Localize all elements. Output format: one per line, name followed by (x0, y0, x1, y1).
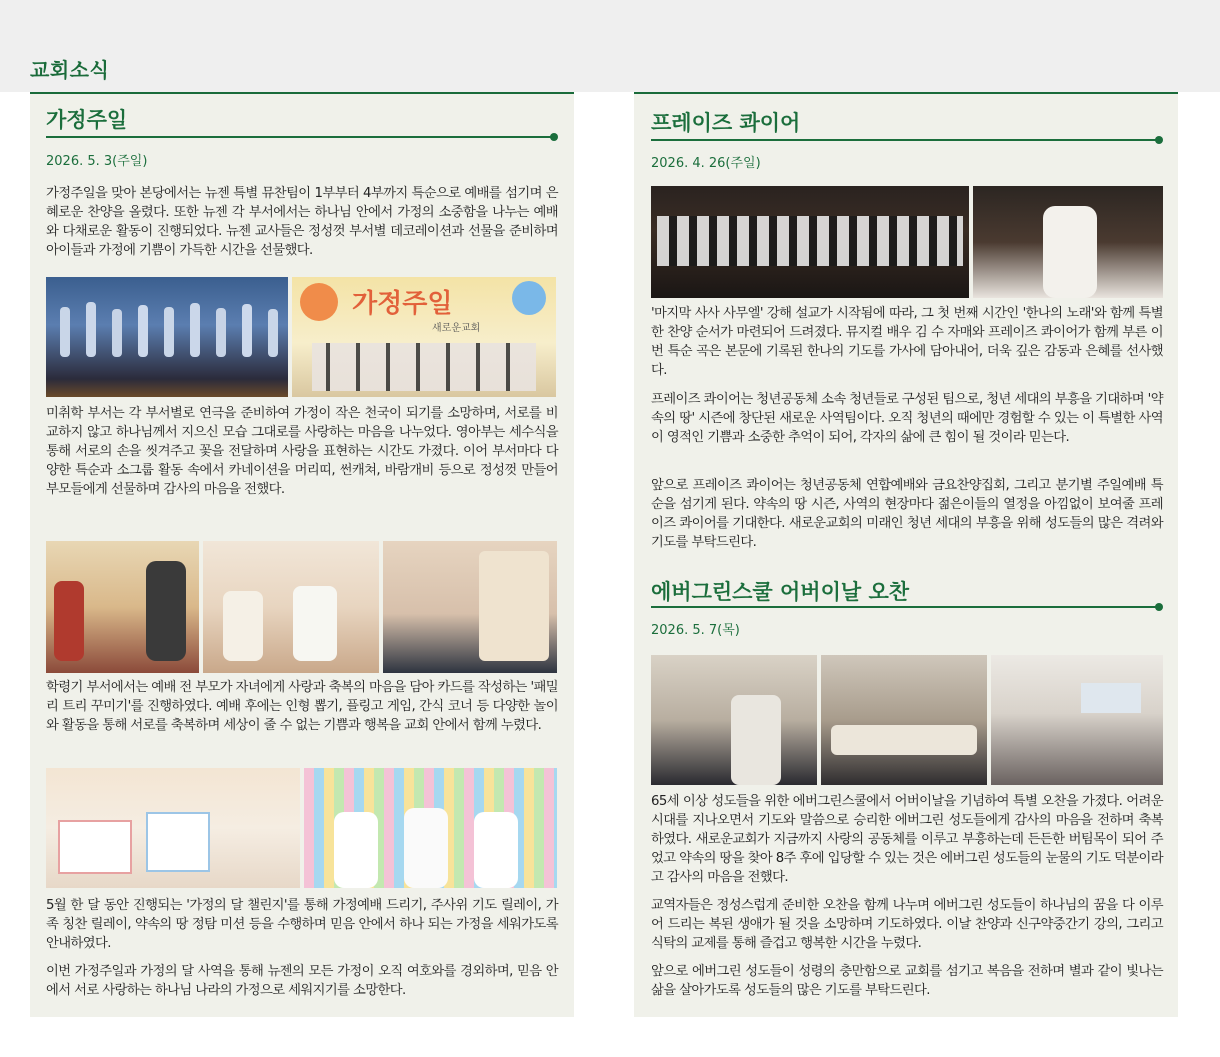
banner-sub: 새로운교회 (432, 323, 481, 334)
paragraph: 미취학 부서는 각 부서별로 연극을 준비하여 가정이 작은 천국이 되기를 소망하며, 서로를 비교하지 않고 하나님께서 지으신 모습 그대로를 사랑하는 마음을 나누었다. 영아부는 세수식을 통해 서로의 손을 씻겨주고 꽃을 전달하며 사랑을 표현하는 시간도 가졌다. 이어 부서마다 다양한 특순과 소그룹 활동 속에서 카네이션을 머리띠, 썬캐쳐, 바람개비 등으로 정성껏 만들어 부모들에게 선물하며 감사의 마음을 전했다. (46, 406, 558, 497)
luncheon-photo-2 (821, 655, 987, 785)
paragraph: 가정주일을 맞아 본당에서는 뉴젠 특별 뮤찬팀이 1부부터 4부까지 특순으로 예배를 섬기며 은혜로운 찬양을 올렸다. 또한 뉴젠 각 부서에서는 하나님 안에서 가정의 소중함을 나누는 예배와 다채로운 활동이 진행되었다. 뉴젠 교사들은 정성껏 부서별 데코레이션과 선물을 준비하며 아이들과 가정에 기쁨이 가득한 시간을 선물했다. (46, 186, 558, 258)
choir-photo (651, 186, 969, 298)
section-label: 교회소식 (30, 58, 110, 82)
paragraph: 교역자들은 정성스럽게 준비한 오찬을 함께 나누며 에버그린 성도들이 하나님의 꿈을 다 이루어 드리는 복된 생애가 될 것을 소망하며 기도하였다. 이날 찬양과 신구약중간기 강의, 그리고 식탁의 교제를 통해 즐겁고 행복한 시간을 누렸다. (651, 898, 1163, 951)
paragraph: 프레이즈 콰이어는 청년공동체 소속 청년들로 구성된 팀으로, 청년 세대의 부흥을 기대하며 '약속의 땅' 시즌에 창단된 새로운 사역팀이다. 오직 청년의 때에만 경험할 수 있는 이 특별한 사역이 영적인 기쁨과 소중한 추억이 되어, 각자의 삶에 큰 힘이 될 것이라 믿는다. (651, 392, 1163, 445)
article-title-evergreen: 에버그린스쿨 어버이날 오찬 (651, 580, 910, 604)
children-gifts-photo (203, 541, 379, 673)
title-rule (651, 606, 1159, 608)
family-sunday-banner-photo (292, 277, 556, 397)
banner-text: 가정주일 (352, 289, 453, 319)
paragraph: 앞으로 에버그린 성도들이 성령의 충만함으로 교회를 섬기고 복음을 전하며 별과 같이 빛나는 삶을 살아가도록 성도들의 많은 기도를 부탁드린다. (651, 964, 1163, 998)
article-title-family-sunday: 가정주일 (46, 108, 128, 132)
paragraph: 앞으로 프레이즈 콰이어는 청년공동체 연합예배와 금요찬양집회, 그리고 분기별 주일예배 특순을 섬기게 된다. 약속의 땅 시즌, 사역의 현장마다 젊은이들의 열정을 아낌없이 보여줄 프레이즈 콰이어를 기대한다. 새로운교회의 미래인 청년 세대의 부흥을 위해 성도들의 많은 격려와 기도를 부탁드린다. (651, 478, 1163, 550)
puppet-play-photo (46, 541, 199, 673)
paragraph: '마지막 사사 사무엘' 강해 설교가 시작됨에 따라, 그 첫 번째 시간인 '한나의 노래'와 함께 특별한 찬양 순서가 마련되어 드려졌다. 뮤지컬 배우 김 수 자매와 프레이즈 콰이어가 함께 부른 이번 특순 곡은 본문에 기록된 한나의 기도를 가사에 담아내어, 더욱 깊은 감동과 은혜를 선사했다. (651, 306, 1163, 378)
article-date: 2026. 5. 7(목) (651, 623, 740, 638)
title-rule (651, 139, 1159, 141)
top-band (0, 0, 1220, 92)
soloist-photo (973, 186, 1163, 298)
article-date: 2026. 4. 26(주일) (651, 156, 761, 171)
dance-photo (46, 277, 288, 397)
paragraph: 65세 이상 성도들을 위한 에버그린스쿨에서 어버이날을 기념하여 특별 오찬을 가졌다. 어려운 시대를 지나오면서 기도와 말씀으로 승리한 에버그린 성도들에게 감사의 마음을 전하며 축복하였다. 새로운교회가 지금까지 사랑의 공동체를 이루고 부흥하는데 든든한 버팀목이 되어 주었고 약속의 땅을 찾아 8주 후에 입당할 수 있는 것은 에버그린 성도들의 눈물의 기도 덕분이라고 감사의 마음을 전했다. (651, 794, 1163, 885)
paragraph: 5월 한 달 동안 진행되는 '가정의 달 챌린지'를 통해 가정예배 드리기, 주사위 기도 릴레이, 가족 칭찬 릴레이, 약속의 땅 정탐 미션 등을 수행하며 믿음 안에서 하나 되는 가정을 세워가도록 안내하였다. (46, 898, 558, 951)
family-tree-photo (383, 541, 557, 673)
article-title-praise-choir: 프레이즈 콰이어 (651, 111, 801, 135)
luncheon-hall-photo (991, 655, 1163, 785)
luncheon-photo-1 (651, 655, 817, 785)
paragraph: 학령기 부서에서는 예배 전 부모가 자녀에게 사랑과 축복의 마음을 담아 카드를 작성하는 '패밀리 트리 꾸미기'를 진행하였다. 예배 후에는 인형 뽑기, 플링고 게임, 간식 코너 등 다양한 놀이와 활동을 통해 서로를 축복하며 세상이 줄 수 없는 기쁨과 행복을 교회 안에서 함께 누렸다. (46, 680, 558, 733)
paragraph: 이번 가정주일과 가정의 달 사역을 통해 뉴젠의 모든 가정이 오직 여호와를 경외하며, 믿음 안에서 서로 사랑하는 하나님 나라의 가정으로 세워지기를 소망한다. (46, 964, 558, 998)
article-date: 2026. 5. 3(주일) (46, 154, 148, 169)
challenge-photo (46, 768, 300, 888)
flower-crown-photo (304, 768, 557, 888)
title-rule (46, 136, 554, 138)
